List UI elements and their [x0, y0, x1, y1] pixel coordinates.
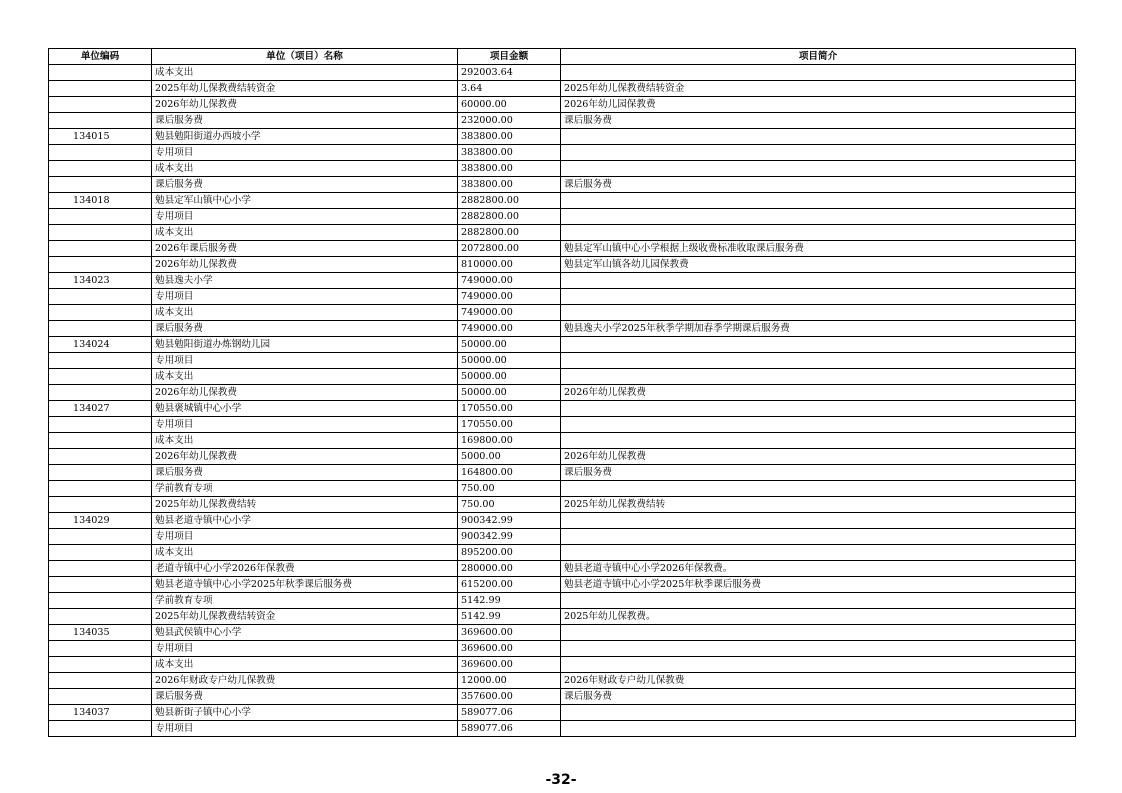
- table-row: [49, 497, 1076, 513]
- cell-description: [561, 65, 1076, 81]
- table-row: [49, 705, 1076, 721]
- cell-unit-name: 勉县老道寺镇中心小学: [152, 513, 458, 529]
- cell-unit-code: [49, 561, 152, 577]
- cell-unit-name: 课后服务费: [152, 689, 458, 705]
- cell-description: [561, 513, 1076, 529]
- cell-unit-code: 134015: [49, 129, 152, 145]
- cell-amount: 369600.00: [458, 641, 561, 657]
- cell-unit-code: 134037: [49, 705, 152, 721]
- cell-unit-code: [49, 209, 152, 225]
- cell-unit-name: 课后服务费: [152, 465, 458, 481]
- cell-description: [561, 193, 1076, 209]
- cell-unit-code: [49, 145, 152, 161]
- cell-description: 2026年财政专户幼儿保教费: [561, 673, 1076, 689]
- cell-amount: 383800.00: [458, 161, 561, 177]
- cell-amount: 749000.00: [458, 289, 561, 305]
- cell-amount: 5142.99: [458, 593, 561, 609]
- header-description: 项目简介: [561, 49, 1076, 65]
- table-row: [49, 97, 1076, 113]
- cell-amount: 749000.00: [458, 321, 561, 337]
- cell-unit-code: [49, 465, 152, 481]
- cell-amount: 12000.00: [458, 673, 561, 689]
- cell-amount: 589077.06: [458, 705, 561, 721]
- cell-unit-name: 专用项目: [152, 289, 458, 305]
- cell-unit-code: [49, 593, 152, 609]
- cell-unit-code: [49, 257, 152, 273]
- cell-unit-name: 2026年幼儿保教费: [152, 257, 458, 273]
- table-row: [49, 513, 1076, 529]
- cell-description: 2026年幼儿园保教费: [561, 97, 1076, 113]
- table-row: [49, 721, 1076, 737]
- table-row: [49, 625, 1076, 641]
- cell-amount: 383800.00: [458, 145, 561, 161]
- cell-unit-code: 134024: [49, 337, 152, 353]
- table-row: [49, 673, 1076, 689]
- cell-amount: 615200.00: [458, 577, 561, 593]
- table-row: [49, 177, 1076, 193]
- cell-amount: 900342.99: [458, 513, 561, 529]
- cell-unit-code: [49, 721, 152, 737]
- cell-description: [561, 545, 1076, 561]
- cell-description: [561, 209, 1076, 225]
- table-row: [49, 401, 1076, 417]
- cell-description: [561, 625, 1076, 641]
- table-row: [49, 193, 1076, 209]
- cell-description: [561, 129, 1076, 145]
- table-body: [49, 65, 1076, 737]
- cell-description: [561, 353, 1076, 369]
- cell-description: [561, 481, 1076, 497]
- cell-amount: 2882800.00: [458, 225, 561, 241]
- cell-unit-code: [49, 113, 152, 129]
- cell-unit-code: [49, 305, 152, 321]
- cell-unit-name: 勉县定军山镇中心小学: [152, 193, 458, 209]
- cell-unit-name: 专用项目: [152, 353, 458, 369]
- cell-description: [561, 641, 1076, 657]
- cell-description: 课后服务费: [561, 689, 1076, 705]
- cell-description: [561, 593, 1076, 609]
- cell-amount: 369600.00: [458, 625, 561, 641]
- budget-table: [48, 48, 1076, 737]
- cell-amount: 60000.00: [458, 97, 561, 113]
- cell-unit-code: 134029: [49, 513, 152, 529]
- cell-unit-code: [49, 433, 152, 449]
- cell-amount: 50000.00: [458, 369, 561, 385]
- cell-unit-code: [49, 177, 152, 193]
- cell-amount: 2882800.00: [458, 209, 561, 225]
- cell-unit-code: [49, 225, 152, 241]
- cell-description: [561, 705, 1076, 721]
- cell-amount: 280000.00: [458, 561, 561, 577]
- table-row: [49, 641, 1076, 657]
- cell-unit-code: 134027: [49, 401, 152, 417]
- cell-amount: 50000.00: [458, 385, 561, 401]
- cell-unit-code: [49, 609, 152, 625]
- cell-description: [561, 289, 1076, 305]
- cell-amount: 3.64: [458, 81, 561, 97]
- table-row: [49, 241, 1076, 257]
- cell-amount: 895200.00: [458, 545, 561, 561]
- cell-unit-name: 2026年财政专户幼儿保教费: [152, 673, 458, 689]
- cell-description: [561, 721, 1076, 737]
- table-row: [49, 609, 1076, 625]
- cell-amount: 164800.00: [458, 465, 561, 481]
- cell-description: [561, 161, 1076, 177]
- cell-unit-name: 2025年幼儿保教费结转资金: [152, 609, 458, 625]
- cell-description: [561, 337, 1076, 353]
- cell-description: 勉县老道寺镇中心小学2026年保教费。: [561, 561, 1076, 577]
- cell-amount: 357600.00: [458, 689, 561, 705]
- cell-amount: 169800.00: [458, 433, 561, 449]
- cell-unit-name: 学前教育专项: [152, 481, 458, 497]
- header-unit-name: 单位（项目）名称: [152, 49, 458, 65]
- table-row: [49, 145, 1076, 161]
- header-unit-code: 单位编码: [49, 49, 152, 65]
- cell-unit-name: 成本支出: [152, 305, 458, 321]
- header-amount: 项目金额: [458, 49, 561, 65]
- table-row: [49, 417, 1076, 433]
- table-row: [49, 481, 1076, 497]
- cell-amount: 589077.06: [458, 721, 561, 737]
- cell-unit-name: 勉县勉阳街道办西坡小学: [152, 129, 458, 145]
- page-number: -32-: [545, 772, 577, 788]
- table-row: [49, 545, 1076, 561]
- cell-unit-name: 专用项目: [152, 529, 458, 545]
- cell-unit-name: 成本支出: [152, 225, 458, 241]
- cell-unit-code: 134023: [49, 273, 152, 289]
- cell-amount: 292003.64: [458, 65, 561, 81]
- cell-unit-name: 2026年幼儿保教费: [152, 97, 458, 113]
- table-row: [49, 657, 1076, 673]
- table-row: [49, 65, 1076, 81]
- cell-amount: 50000.00: [458, 353, 561, 369]
- cell-unit-name: 2026年课后服务费: [152, 241, 458, 257]
- cell-unit-code: [49, 97, 152, 113]
- table-row: [49, 689, 1076, 705]
- cell-unit-code: [49, 321, 152, 337]
- cell-description: 勉县定军山镇中心小学根据上级收费标准收取课后服务费: [561, 241, 1076, 257]
- cell-amount: 749000.00: [458, 305, 561, 321]
- cell-unit-code: [49, 641, 152, 657]
- table-row: [49, 385, 1076, 401]
- cell-unit-name: 课后服务费: [152, 113, 458, 129]
- table-row: [49, 209, 1076, 225]
- table-row: [49, 529, 1076, 545]
- cell-unit-code: [49, 529, 152, 545]
- table-row: [49, 577, 1076, 593]
- table-row: [49, 305, 1076, 321]
- cell-description: [561, 529, 1076, 545]
- cell-unit-code: [49, 657, 152, 673]
- cell-unit-name: 勉县武侯镇中心小学: [152, 625, 458, 641]
- cell-description: [561, 433, 1076, 449]
- cell-description: 课后服务费: [561, 177, 1076, 193]
- cell-unit-code: [49, 161, 152, 177]
- cell-amount: 170550.00: [458, 417, 561, 433]
- table-header-row: [49, 49, 1076, 65]
- cell-unit-name: 成本支出: [152, 65, 458, 81]
- cell-unit-name: 课后服务费: [152, 177, 458, 193]
- cell-amount: 369600.00: [458, 657, 561, 673]
- cell-unit-name: 成本支出: [152, 433, 458, 449]
- cell-amount: 2072800.00: [458, 241, 561, 257]
- cell-unit-name: 成本支出: [152, 369, 458, 385]
- cell-unit-code: [49, 241, 152, 257]
- cell-unit-code: [49, 289, 152, 305]
- cell-description: 勉县定军山镇各幼儿园保教费: [561, 257, 1076, 273]
- cell-unit-name: 勉县褒城镇中心小学: [152, 401, 458, 417]
- cell-description: [561, 305, 1076, 321]
- cell-unit-code: [49, 417, 152, 433]
- cell-description: 勉县逸夫小学2025年秋季学期加春季学期课后服务费: [561, 321, 1076, 337]
- cell-description: 2026年幼儿保教费: [561, 385, 1076, 401]
- cell-amount: 383800.00: [458, 177, 561, 193]
- cell-unit-name: 专用项目: [152, 417, 458, 433]
- cell-amount: 749000.00: [458, 273, 561, 289]
- cell-unit-code: [49, 577, 152, 593]
- cell-unit-name: 2026年幼儿保教费: [152, 449, 458, 465]
- cell-unit-code: [49, 689, 152, 705]
- cell-description: [561, 417, 1076, 433]
- cell-unit-code: [49, 353, 152, 369]
- cell-amount: 50000.00: [458, 337, 561, 353]
- cell-unit-code: [49, 481, 152, 497]
- cell-unit-code: 134018: [49, 193, 152, 209]
- cell-unit-name: 课后服务费: [152, 321, 458, 337]
- cell-unit-name: 老道寺镇中心小学2026年保教费: [152, 561, 458, 577]
- table-row: [49, 225, 1076, 241]
- table-row: [49, 113, 1076, 129]
- cell-unit-name: 专用项目: [152, 209, 458, 225]
- cell-unit-name: 专用项目: [152, 145, 458, 161]
- table-row: [49, 129, 1076, 145]
- cell-amount: 170550.00: [458, 401, 561, 417]
- cell-amount: 5142.99: [458, 609, 561, 625]
- cell-description: 2025年幼儿保教费结转: [561, 497, 1076, 513]
- cell-description: [561, 369, 1076, 385]
- cell-amount: 2882800.00: [458, 193, 561, 209]
- table-row: [49, 81, 1076, 97]
- table-row: [49, 257, 1076, 273]
- cell-amount: 383800.00: [458, 129, 561, 145]
- cell-amount: 750.00: [458, 497, 561, 513]
- cell-description: [561, 273, 1076, 289]
- cell-unit-code: [49, 673, 152, 689]
- cell-amount: 5000.00: [458, 449, 561, 465]
- cell-description: 课后服务费: [561, 465, 1076, 481]
- table-row: [49, 433, 1076, 449]
- cell-amount: 750.00: [458, 481, 561, 497]
- cell-description: [561, 657, 1076, 673]
- table-row: [49, 161, 1076, 177]
- cell-unit-name: 专用项目: [152, 721, 458, 737]
- cell-unit-name: 专用项目: [152, 641, 458, 657]
- cell-description: 2025年幼儿保教费结转资金: [561, 81, 1076, 97]
- cell-unit-code: [49, 385, 152, 401]
- cell-unit-code: [49, 449, 152, 465]
- cell-unit-name: 勉县老道寺镇中心小学2025年秋季课后服务费: [152, 577, 458, 593]
- table-row: [49, 289, 1076, 305]
- table-row: [49, 337, 1076, 353]
- table-row: [49, 369, 1076, 385]
- cell-unit-name: 勉县新街子镇中心小学: [152, 705, 458, 721]
- cell-amount: 810000.00: [458, 257, 561, 273]
- table-row: [49, 273, 1076, 289]
- cell-description: 2025年幼儿保教费。: [561, 609, 1076, 625]
- cell-unit-code: [49, 497, 152, 513]
- cell-unit-name: 成本支出: [152, 161, 458, 177]
- cell-unit-name: 成本支出: [152, 545, 458, 561]
- cell-unit-code: [49, 65, 152, 81]
- cell-unit-name: 成本支出: [152, 657, 458, 673]
- cell-unit-code: [49, 81, 152, 97]
- table-row: [49, 465, 1076, 481]
- cell-description: [561, 225, 1076, 241]
- cell-unit-code: 134035: [49, 625, 152, 641]
- cell-unit-code: [49, 369, 152, 385]
- table-row: [49, 561, 1076, 577]
- cell-description: 勉县老道寺镇中心小学2025年秋季课后服务费: [561, 577, 1076, 593]
- cell-description: 2026年幼儿保教费: [561, 449, 1076, 465]
- table-row: [49, 449, 1076, 465]
- cell-unit-name: 2026年幼儿保教费: [152, 385, 458, 401]
- cell-amount: 900342.99: [458, 529, 561, 545]
- cell-description: 课后服务费: [561, 113, 1076, 129]
- table-row: [49, 321, 1076, 337]
- cell-description: [561, 145, 1076, 161]
- cell-unit-name: 勉县逸夫小学: [152, 273, 458, 289]
- cell-amount: 232000.00: [458, 113, 561, 129]
- cell-unit-name: 勉县勉阳街道办炼钢幼儿园: [152, 337, 458, 353]
- cell-unit-name: 2025年幼儿保教费结转: [152, 497, 458, 513]
- cell-description: [561, 401, 1076, 417]
- table-row: [49, 593, 1076, 609]
- cell-unit-name: 学前教育专项: [152, 593, 458, 609]
- cell-unit-code: [49, 545, 152, 561]
- table-row: [49, 353, 1076, 369]
- cell-unit-name: 2025年幼儿保教费结转资金: [152, 81, 458, 97]
